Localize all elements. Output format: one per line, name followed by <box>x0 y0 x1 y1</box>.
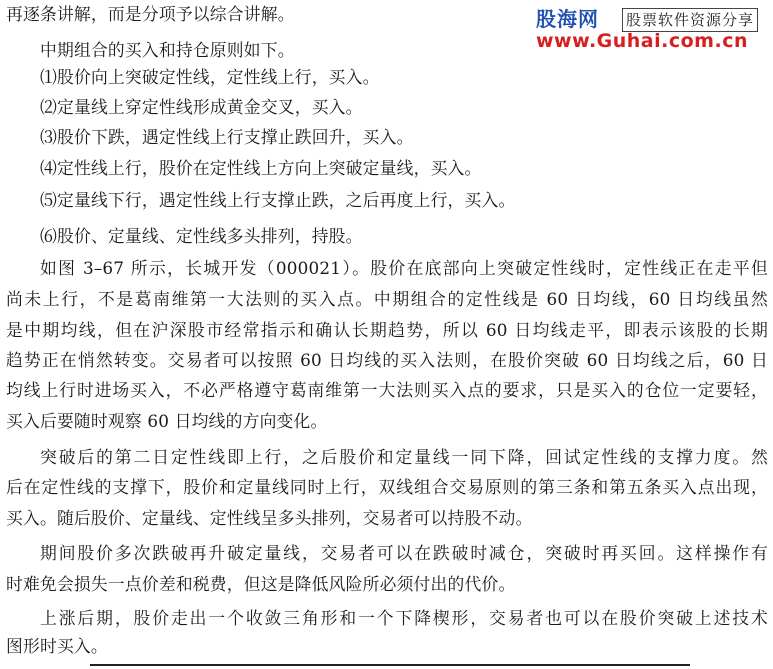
text-line-10: 尚未上行，不是葛南维第一大法则的买入点。中期组合的定性线是 60 日均线，60 日均线虽然 <box>6 289 768 309</box>
watermark-slogan: 股票软件资源分享 <box>622 8 758 32</box>
text-line-15: 突破后的第二日定性线即上行，之后股价和定量线一同下降，回试定性线的支撑力度。然 <box>40 447 768 467</box>
text-line-13: 均线上行时进场买入，不必严格遵守葛南维第一大法则买入点的要求，只是买入的仓位一定要轻， <box>6 380 768 400</box>
rule-item-3: ⑶股价下跌，遇定性线上行支撑止跌回升，买入。 <box>40 127 414 147</box>
text-line-18: 期间股价多次跌破再升破定量线，交易者可以在跌破时减仓，突破时再买回。这样操作有 <box>40 543 768 563</box>
text-line-20: 上涨后期，股价走出一个收敛三角形和一个下降楔形，交易者也可以在股价突破上述技术 <box>40 608 768 628</box>
rule-item-2: ⑵定量线上穿定性线形成黄金交叉，买入。 <box>40 97 363 117</box>
rule-item-6: ⑹股价、定量线、定性线多头排列，持股。 <box>40 226 363 246</box>
text-line-14: 买入后要随时观察 60 日均线的方向变化。 <box>6 411 328 431</box>
text-line-1: 再逐条讲解，而是分项予以综合讲解。 <box>6 4 295 24</box>
text-line-19: 时难免会损失一点价差和税费，但这是降低风险所必须付出的代价。 <box>6 574 516 594</box>
rule-item-1: ⑴股价向上突破定性线，定性线上行，买入。 <box>40 67 380 87</box>
text-line-11: 是中期均线，但在沪深股市经常指示和确认长期趋势，所以 60 日均线走平，即表示该股的长期 <box>6 320 768 340</box>
site-watermark <box>532 6 768 52</box>
text-line-17: 买入。随后股价、定量线、定性线呈多头排列，交易者可以持股不动。 <box>6 508 533 528</box>
rule-item-5: ⑸定量线下行，遇定性线上行支撑止跌，之后再度上行，买入。 <box>40 190 516 210</box>
watermark-url: www.Guhai.com.cn <box>536 30 748 52</box>
watermark-brand: 股海网 <box>536 7 599 31</box>
text-line-2: 中期组合的买入和持仓原则如下。 <box>40 40 295 60</box>
rule-item-4: ⑷定性线上行，股价在定性线上方向上突破定量线，买入。 <box>40 158 482 178</box>
text-line-9: 如图 3–67 所示，长城开发（000021）。股价在底部向上突破定性线时，定性线正在走平但 <box>40 258 768 278</box>
page-divider <box>90 664 690 666</box>
text-line-12: 趋势正在悄然转变。交易者可以按照 60 日均线的买入法则，在股价突破 60 日均线之后，60 日 <box>6 350 768 370</box>
text-line-16: 后在定性线的支撑下，股价和定量线同时上行，双线组合交易原则的第三条和第五条买入点出现， <box>6 477 768 497</box>
text-line-21: 图形时买入。 <box>6 636 108 656</box>
